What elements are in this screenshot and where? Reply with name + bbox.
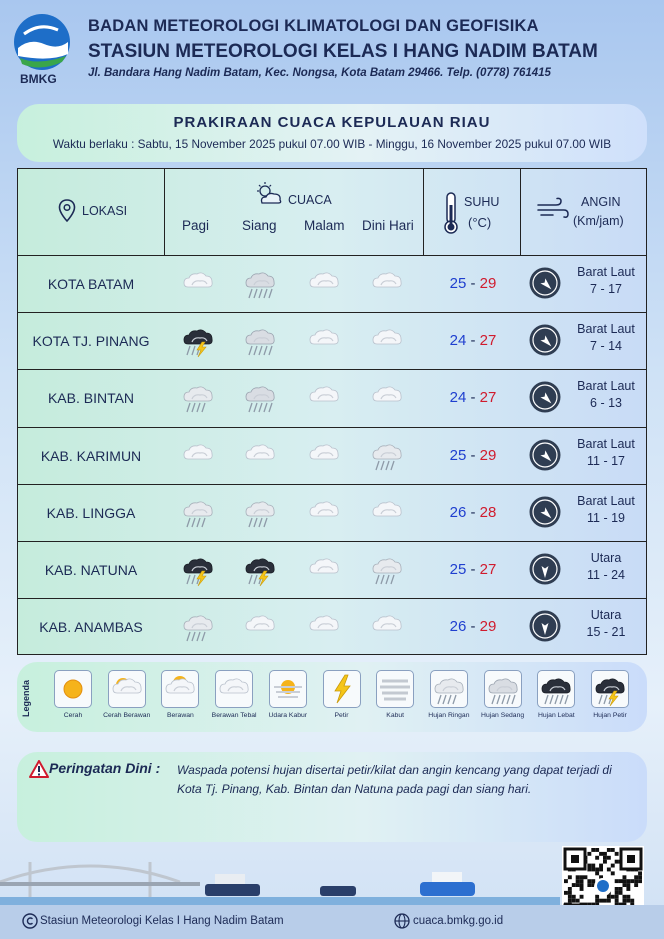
wind-direction-icon (528, 495, 562, 529)
temp-min: 25 (449, 446, 467, 464)
forecast-title: PRAKIRAAN CUACA KEPULAUAN RIAU (173, 114, 491, 131)
cloudy-icon (304, 379, 344, 415)
row-temperature: 24 - 27 (449, 332, 497, 350)
light-rain-icon (367, 551, 407, 587)
row-temperature: 25 - 27 (449, 561, 497, 578)
wind-direction-icon (528, 438, 562, 472)
temp-max: 29 (479, 446, 497, 464)
wind-speed: 7 - 17 (590, 282, 622, 296)
legend-label: Hujan Petir (593, 712, 627, 719)
legend-title: Legenda (21, 679, 31, 717)
row-wind (566, 607, 646, 641)
temp-max: 27 (479, 332, 497, 350)
wind-direction-icon (528, 266, 562, 300)
temp-max: 29 (479, 618, 497, 636)
forecast-title-box (17, 104, 647, 162)
period-malam: Malam (304, 218, 345, 233)
row-wind (566, 436, 646, 470)
legend-panel (17, 662, 647, 732)
row-location: KAB. ANAMBAS (39, 619, 143, 636)
cloudy-icon (367, 608, 407, 644)
row-location: KAB. BINTAN (47, 390, 135, 407)
cloudy-icon (178, 265, 218, 301)
wind-direction: Utara (590, 608, 622, 623)
light-rain-icon (178, 379, 218, 415)
legend-label: Berawan Tebal (211, 712, 257, 719)
cloudy-icon (367, 494, 407, 530)
cloudy-icon (178, 437, 218, 473)
wind-speed: 7 - 14 (590, 339, 622, 354)
temp-min: 25 (449, 561, 467, 578)
temp-min: 24 (449, 389, 467, 407)
station-name: STASIUN METEOROLOGI KELAS I HANG NADIM BATAM (88, 41, 598, 62)
row-temperature: 24 - 27 (449, 389, 497, 407)
cloudy-icon (304, 265, 344, 301)
light-rain-icon (178, 494, 218, 530)
wind-direction-icon (528, 380, 562, 414)
legend-label: Hujan Ringan (428, 712, 470, 719)
temp-min: 25 (449, 275, 467, 292)
wind-unit: (Km/jam) (573, 214, 624, 228)
logo-text: BMKG (20, 72, 57, 86)
period-pagi: Pagi (182, 218, 210, 233)
moderate-rain-icon (240, 265, 280, 301)
partly-cloudy-icon (108, 670, 146, 708)
early-warning-panel (17, 752, 647, 842)
footer-website[interactable]: cuaca.bmkg.go.id (413, 915, 504, 927)
row-wind (566, 378, 646, 412)
warning-text: Waspada potensi hujan disertai petir/kilat dan angin kencang yang dapat terjadi di Kota Tj. Pinang, Kab. Bintan dan Natuna pada pagi dan siang hari. (177, 763, 612, 796)
wind-speed: 11 - 24 (587, 568, 625, 582)
wind-speed: 11 - 19 (587, 510, 625, 525)
thermometer-icon (442, 191, 460, 235)
row-wind (566, 550, 646, 584)
wind-direction: Barat Laut (577, 322, 635, 337)
lightning-icon (323, 670, 361, 708)
temp-max: 28 (479, 503, 497, 521)
copyright-icon (22, 913, 38, 929)
thunderstorm-icon (178, 551, 218, 587)
moderate-rain-icon (240, 322, 280, 358)
row-temperature: 26 - 29 (449, 618, 497, 636)
wind-speed: 6 - 13 (590, 396, 622, 411)
legend-label: Cerah Berawan (103, 712, 151, 719)
location-pin-icon (58, 199, 76, 223)
wind-icon (536, 197, 570, 221)
moderate-rain-icon (240, 379, 280, 415)
legend-label: Hujan Sedang (481, 712, 525, 719)
heavy-rain-icon (537, 670, 575, 708)
agency-name: BADAN METEOROLOGI KLIMATOLOGI DAN GEOFISIKA (88, 17, 539, 35)
footer-copyright: Stasiun Meteorologi Kelas I Hang Nadim Batam (40, 915, 284, 927)
cloudy-icon (304, 437, 344, 473)
period-siang: Siang (242, 218, 277, 233)
globe-icon (394, 913, 410, 929)
cloudy-icon (304, 608, 344, 644)
page-header (0, 0, 664, 100)
thunderstorm-icon (178, 322, 218, 358)
cloud-sun-icon (161, 670, 199, 708)
cloudy-icon (240, 608, 280, 644)
temp-header: SUHU (464, 195, 500, 209)
wind-speed: 11 - 17 (587, 453, 625, 468)
row-location: KAB. NATUNA (44, 562, 138, 578)
row-location: KAB. LINGGA (46, 504, 136, 521)
sunny-icon (54, 670, 92, 708)
thunderstorm-icon (591, 670, 629, 708)
wind-direction: Barat Laut (577, 493, 635, 508)
legend-label: Petir (334, 712, 349, 719)
light-rain-icon (178, 608, 218, 644)
temp-max: 27 (479, 561, 497, 578)
row-temperature: 25 - 29 (449, 446, 497, 464)
haze-icon (269, 670, 307, 708)
light-rain-icon (430, 670, 468, 708)
warning-title: Peringatan Dini : (49, 760, 161, 776)
temp-max: 29 (479, 275, 497, 292)
wind-direction-icon (528, 552, 562, 586)
row-wind (566, 264, 646, 298)
warning-icon (29, 760, 49, 778)
fog-icon (376, 670, 414, 708)
row-location: KAB. KARIMUN (40, 447, 142, 464)
temp-unit: (°C) (468, 215, 492, 230)
weather-header-icon (254, 181, 284, 207)
thunderstorm-icon (240, 551, 280, 587)
temp-max: 27 (479, 389, 497, 407)
weather-header: CUACA (288, 193, 332, 207)
cloudy-icon (304, 494, 344, 530)
page-footer (0, 905, 664, 939)
wind-direction: Barat Laut (577, 379, 635, 394)
light-rain-icon (240, 494, 280, 530)
legend-label: Udara Kabur (268, 712, 308, 719)
location-header: LOKASI (82, 204, 128, 218)
cloudy-icon (240, 437, 280, 473)
row-wind (566, 493, 646, 527)
row-temperature: 26 - 28 (449, 503, 497, 521)
wind-direction: Barat Laut (577, 265, 635, 279)
forecast-table (17, 168, 647, 655)
station-address: Jl. Bandara Hang Nadim Batam, Kec. Nongsa, Kota Batam 29466. Telp. (0778) 761415 (88, 67, 551, 79)
legend-label: Cerah (63, 712, 83, 719)
period-dini-hari: Dini Hari (362, 218, 414, 233)
legend-label: Kabut (386, 712, 405, 719)
temp-min: 26 (449, 618, 467, 636)
row-location: KOTA BATAM (47, 276, 135, 292)
row-wind (566, 321, 646, 355)
wind-direction: Utara (590, 551, 622, 565)
cloudy-icon (215, 670, 253, 708)
validity-period: Waktu berlaku : Sabtu, 15 November 2025 pukul 07.00 WIB - Minggu, 16 November 2025 pukul 07.00 WIB (52, 137, 612, 151)
wind-direction-icon (528, 609, 562, 643)
row-location: KOTA TJ. PINANG (32, 333, 150, 350)
temp-min: 26 (449, 503, 467, 521)
light-rain-icon (367, 437, 407, 473)
moderate-rain-icon (484, 670, 522, 708)
wind-direction-icon (528, 323, 562, 357)
cloudy-icon (304, 551, 344, 587)
cloudy-icon (367, 379, 407, 415)
cloudy-icon (367, 322, 407, 358)
wind-speed: 15 - 21 (586, 625, 626, 640)
legend-label: Hujan Lebat (537, 712, 575, 719)
harbor-illustration (0, 842, 560, 905)
temp-min: 24 (449, 332, 467, 350)
legend-label: Berawan (166, 712, 194, 719)
cloudy-icon (304, 322, 344, 358)
wind-direction: Barat Laut (577, 436, 635, 451)
wind-header: ANGIN (581, 195, 621, 209)
cloudy-icon (367, 265, 407, 301)
row-temperature: 25 - 29 (449, 275, 497, 292)
